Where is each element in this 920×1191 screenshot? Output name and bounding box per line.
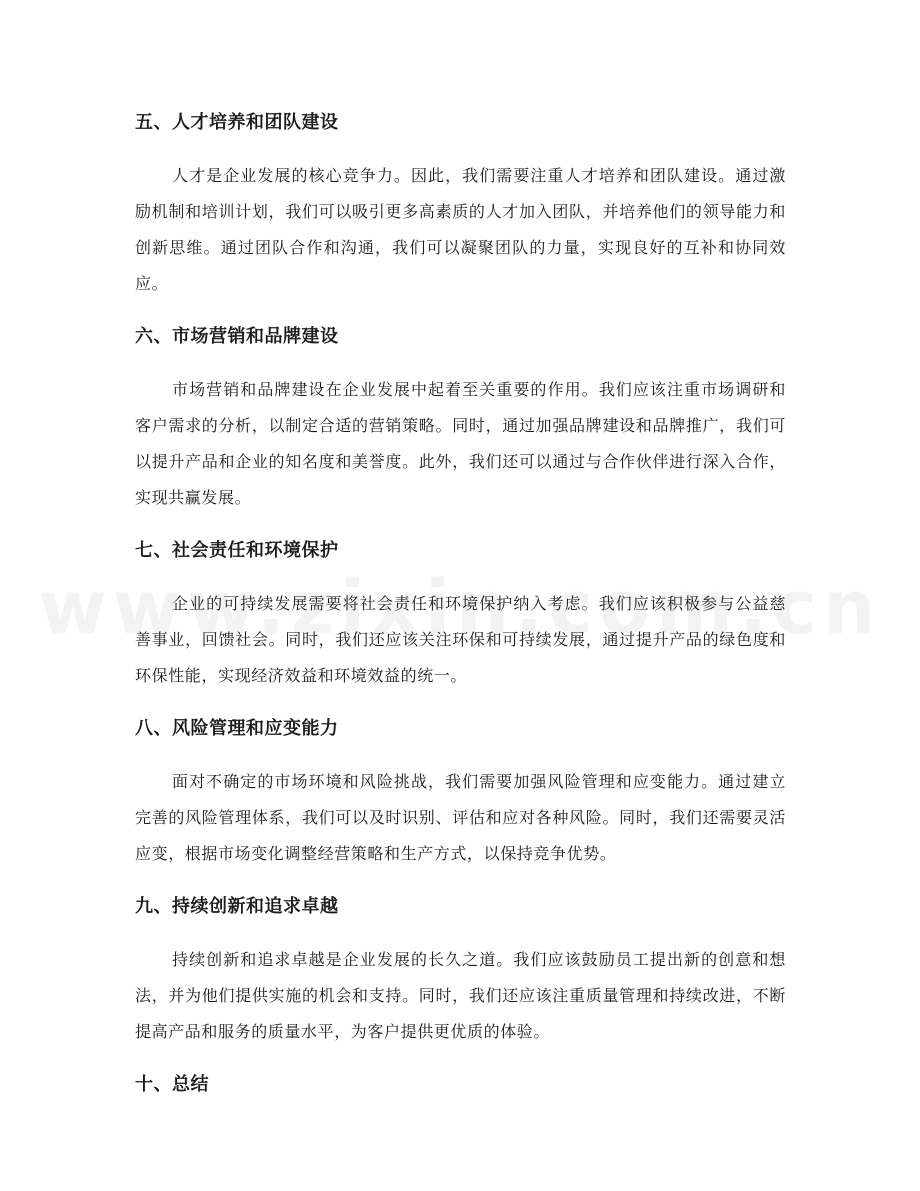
section-heading: 七、社会责任和环境保护 xyxy=(135,540,339,561)
section-10 xyxy=(135,1070,786,1100)
section-paragraph: 面对不确定的市场环境和风险挑战，我们需要加强风险管理和应变能力。通过建立完善的风险管理体系，我们可以及时识别、评估和应对各种风险。同时，我们还需要灵活应变，根据市场变化调整经营策略和生产方式，以保持竞争优势。 xyxy=(135,772,786,863)
section-heading: 十、总结 xyxy=(135,1074,209,1095)
section-heading: 九、持续创新和追求卓越 xyxy=(135,896,339,917)
section-heading: 五、人才培养和团队建设 xyxy=(135,112,339,133)
document-body xyxy=(135,108,786,1120)
section-paragraph: 企业的可持续发展需要将社会责任和环境保护纳入考虑。我们应该积极参与公益慈善事业，回馈社会。同时，我们还应该关注环保和可持续发展，通过提升产品的绿色度和环保性能，实现经济效益和环境效益的统一。 xyxy=(135,594,786,685)
section-7 xyxy=(135,536,786,694)
section-paragraph: 人才是企业发展的核心竞争力。因此，我们需要注重人才培养和团队建设。通过激励机制和培训计划，我们可以吸引更多高素质的人才加入团队，并培养他们的领导能力和创新思维。通过团队合作和沟通，我们可以凝聚团队的力量，实现良好的互补和协同效应。 xyxy=(135,166,786,293)
section-6 xyxy=(135,322,786,516)
section-5 xyxy=(135,108,786,302)
section-9 xyxy=(135,892,786,1050)
section-paragraph: 持续创新和追求卓越是企业发展的长久之道。我们应该鼓励员工提出新的创意和想法，并为他们提供实施的机会和支持。同时，我们还应该注重质量管理和持续改进，不断提高产品和服务的质量水平，为客户提供更优质的体验。 xyxy=(135,950,786,1041)
section-8 xyxy=(135,714,786,872)
section-heading: 八、风险管理和应变能力 xyxy=(135,718,339,739)
section-paragraph: 市场营销和品牌建设在企业发展中起着至关重要的作用。我们应该注重市场调研和客户需求的分析，以制定合适的营销策略。同时，通过加强品牌建设和品牌推广，我们可以提升产品和企业的知名度和美誉度。此外，我们还可以通过与合作伙伴进行深入合作，实现共赢发展。 xyxy=(135,380,786,507)
section-heading: 六、市场营销和品牌建设 xyxy=(135,326,339,347)
